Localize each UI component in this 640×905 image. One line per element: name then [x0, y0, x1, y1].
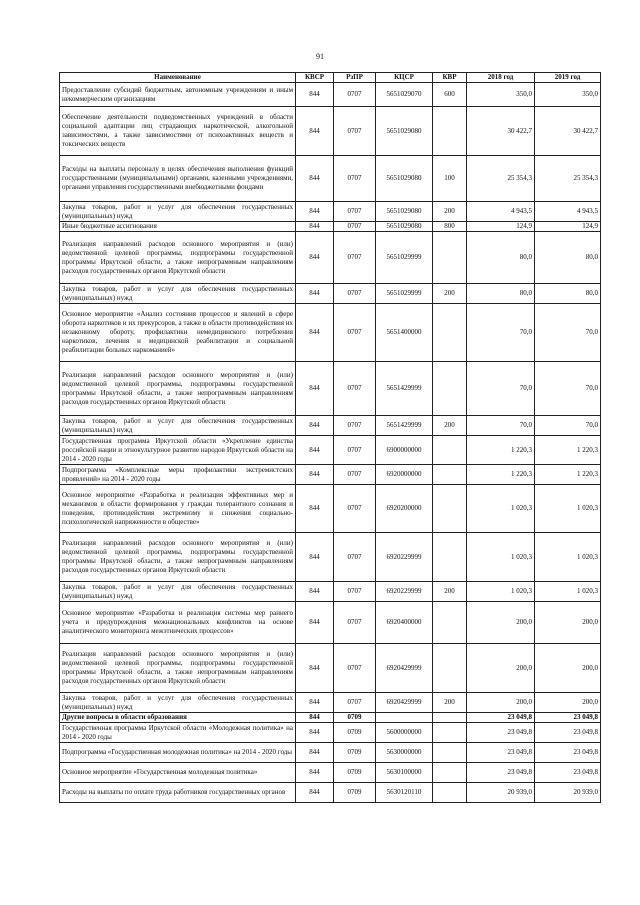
row-2018-cell: 23 049,8 — [467, 763, 535, 783]
row-name-cell: Реализация направлений расходов основного мероприятия и (или) ведомственной целевой программы, подпрограммы государственной программы Иркутской области, а также непрограммным направлениям расходов государственных органов Иркутской области — [60, 644, 296, 693]
row-2018-cell: 350,0 — [467, 83, 535, 107]
row-kvsr-cell: 844 — [296, 693, 334, 713]
row-2019-cell: 1 220,3 — [535, 436, 601, 465]
row-2018-cell: 200,0 — [467, 602, 535, 644]
row-2019-cell: 1 020,3 — [535, 582, 601, 602]
row-kcsr-cell: 5651029080 — [376, 156, 433, 202]
row-kcsr-cell: 5630000000 — [376, 743, 433, 763]
row-2018-cell: 25 354,3 — [467, 156, 535, 202]
row-2018-cell: 80,0 — [467, 232, 535, 284]
row-2019-cell: 1 220,3 — [535, 465, 601, 485]
row-name-cell: Закупка товаров, работ и услуг для обеспечения государственных (муниципальных) нужд — [60, 284, 296, 304]
row-kcsr-cell: 5651429999 — [376, 362, 433, 416]
row-2018-cell: 23 049,8 — [467, 723, 535, 743]
row-2018-cell: 1 220,3 — [467, 465, 535, 485]
row-kvr-cell: 200 — [433, 416, 467, 436]
header-kvr: КВР — [433, 73, 467, 83]
row-kcsr-cell: 5651029080 — [376, 222, 433, 232]
row-name-cell: Расходы на выплаты по оплате труда работников государственных органов — [60, 783, 296, 803]
row-2019-cell: 70,0 — [535, 304, 601, 362]
row-kcsr-cell: 5651029080 — [376, 202, 433, 222]
row-name-cell: Государственная программа Иркутской области «Укрепление единства российской нации и этнокультурное развитие народов Иркутской области на 2014 - 2020 годы — [60, 436, 296, 465]
row-2018-cell: 200,0 — [467, 644, 535, 693]
row-name-cell: Другие вопросы в области образования — [60, 713, 296, 723]
row-rzpr-cell: 0707 — [334, 83, 376, 107]
row-rzpr-cell: 0707 — [334, 362, 376, 416]
row-2018-cell: 1 020,3 — [467, 485, 535, 533]
row-name-cell: Реализация направлений расходов основного мероприятия и (или) ведомственной целевой программы, подпрограммы государственной программы Иркутской области, а также непрограммным направлениям расходов государственных органов Иркутской области — [60, 362, 296, 416]
table-row — [60, 222, 601, 232]
row-name-cell: Предоставление субсидий бюджетным, автономным учреждениям и иным некоммерческим организациям — [60, 83, 296, 107]
row-kvsr-cell: 844 — [296, 436, 334, 465]
row-rzpr-cell: 0709 — [334, 723, 376, 743]
header-rzpr: РзПР — [334, 73, 376, 83]
row-2019-cell: 20 939,0 — [535, 783, 601, 803]
row-rzpr-cell: 0707 — [334, 465, 376, 485]
row-2018-cell: 70,0 — [467, 416, 535, 436]
row-name-cell: Реализация направлений расходов основного мероприятия и (или) ведомственной целевой программы, подпрограммы государственной программы Иркутской области, а также непрограммным направлениям расходов государственных органов Иркутской области — [60, 232, 296, 284]
table-header-row — [60, 73, 601, 83]
table-row — [60, 713, 601, 723]
row-kvsr-cell: 844 — [296, 83, 334, 107]
table-row — [60, 436, 601, 465]
row-kvsr-cell: 844 — [296, 485, 334, 533]
row-rzpr-cell: 0707 — [334, 202, 376, 222]
row-rzpr-cell: 0709 — [334, 743, 376, 763]
row-kvr-cell — [433, 723, 467, 743]
row-kvsr-cell: 844 — [296, 232, 334, 284]
row-rzpr-cell: 0709 — [334, 783, 376, 803]
row-2019-cell: 23 049,8 — [535, 723, 601, 743]
table-row — [60, 763, 601, 783]
row-rzpr-cell: 0707 — [334, 436, 376, 465]
table-row — [60, 284, 601, 304]
row-kvr-cell: 600 — [433, 83, 467, 107]
row-kcsr-cell: 6920229999 — [376, 533, 433, 582]
row-kvr-cell — [433, 485, 467, 533]
row-2018-cell: 1 020,3 — [467, 582, 535, 602]
row-kvr-cell: 200 — [433, 284, 467, 304]
row-kvsr-cell: 844 — [296, 763, 334, 783]
row-2018-cell: 23 049,8 — [467, 713, 535, 723]
row-2019-cell: 25 354,3 — [535, 156, 601, 202]
row-kvr-cell: 100 — [433, 156, 467, 202]
row-kcsr-cell: 6900000000 — [376, 436, 433, 465]
row-kvsr-cell: 844 — [296, 743, 334, 763]
row-2018-cell: 124,9 — [467, 222, 535, 232]
row-kvr-cell: 200 — [433, 693, 467, 713]
header-kcsr: КЦСР — [376, 73, 433, 83]
row-kvsr-cell: 844 — [296, 783, 334, 803]
row-2018-cell: 70,0 — [467, 304, 535, 362]
row-kvsr-cell: 844 — [296, 156, 334, 202]
row-kcsr-cell: 6920200000 — [376, 485, 433, 533]
row-kvr-cell — [433, 107, 467, 156]
row-kcsr-cell: 6920429999 — [376, 693, 433, 713]
row-name-cell: Основное мероприятие «Анализ состояния процессов и явлений в сфере оборота наркотиков и их прекурсоров, а также в области противодействия их незаконному обороту, профилактики немедицинского потребления наркотиков, лечения и медицинской реабилитации и социальной реабилитации больных наркоманией» — [60, 304, 296, 362]
row-rzpr-cell: 0707 — [334, 693, 376, 713]
row-kcsr-cell: 6920229999 — [376, 582, 433, 602]
row-2019-cell: 23 049,8 — [535, 743, 601, 763]
row-name-cell: Закупка товаров, работ и услуг для обеспечения государственных (муниципальных) нужд — [60, 416, 296, 436]
table-row — [60, 783, 601, 803]
row-kvr-cell — [433, 362, 467, 416]
row-kcsr-cell: 5600000000 — [376, 723, 433, 743]
table-row — [60, 743, 601, 763]
row-rzpr-cell: 0709 — [334, 713, 376, 723]
row-kvsr-cell: 844 — [296, 222, 334, 232]
row-name-cell: Обеспечение деятельности подведомственных учреждений в области социальной адаптации лиц страдающих наркотической, алкогольной зависимостями, а также зависимостями от психоактивных веществ и токсических веществ — [60, 107, 296, 156]
header-2018: 2018 год — [467, 73, 535, 83]
row-kvr-cell — [433, 533, 467, 582]
row-2019-cell: 1 020,3 — [535, 533, 601, 582]
row-rzpr-cell: 0707 — [334, 284, 376, 304]
page-number: 91 — [316, 52, 324, 61]
row-kvr-cell — [433, 465, 467, 485]
header-name: Наименование — [60, 73, 296, 83]
row-kvsr-cell: 844 — [296, 723, 334, 743]
row-rzpr-cell: 0707 — [334, 582, 376, 602]
row-kvsr-cell: 844 — [296, 582, 334, 602]
row-2018-cell: 200,0 — [467, 693, 535, 713]
row-2018-cell: 80,0 — [467, 284, 535, 304]
row-kvr-cell: 800 — [433, 222, 467, 232]
row-name-cell: Иные бюджетные ассигнования — [60, 222, 296, 232]
row-kvr-cell — [433, 232, 467, 284]
row-kcsr-cell: 5651029999 — [376, 232, 433, 284]
table-row — [60, 533, 601, 582]
header-kvsr: КВСР — [296, 73, 334, 83]
row-2018-cell: 20 939,0 — [467, 783, 535, 803]
row-2019-cell: 200,0 — [535, 602, 601, 644]
row-kvsr-cell: 844 — [296, 602, 334, 644]
row-rzpr-cell: 0707 — [334, 644, 376, 693]
row-2018-cell: 1 020,3 — [467, 533, 535, 582]
row-kvr-cell — [433, 783, 467, 803]
row-kcsr-cell: 5651429999 — [376, 416, 433, 436]
row-2018-cell: 70,0 — [467, 362, 535, 416]
row-kvsr-cell: 844 — [296, 465, 334, 485]
row-2018-cell: 1 220,3 — [467, 436, 535, 465]
row-kvsr-cell: 844 — [296, 107, 334, 156]
row-rzpr-cell: 0707 — [334, 602, 376, 644]
row-2019-cell: 23 049,8 — [535, 763, 601, 783]
row-kvr-cell: 200 — [433, 202, 467, 222]
row-name-cell: Основное мероприятие «Разработка и реализация эффективных мер и механизмов в области формирования у граждан толерантного сознания и поведения, противодействия экстремизму и снижения социально-психологической напряженности в обществе» — [60, 485, 296, 533]
row-name-cell: Основное мероприятие «Разработка и реализация системы мер раннего учета и предупреждения межнациональных конфликтов на основе аналитического мониторинга межэтнических процессов» — [60, 602, 296, 644]
row-name-cell: Закупка товаров, работ и услуг для обеспечения государственных (муниципальных) нужд — [60, 582, 296, 602]
table-row — [60, 693, 601, 713]
table-row — [60, 83, 601, 107]
row-rzpr-cell: 0707 — [334, 485, 376, 533]
row-2019-cell: 80,0 — [535, 232, 601, 284]
table-row — [60, 465, 601, 485]
row-kcsr-cell: 6920400000 — [376, 602, 433, 644]
row-kvr-cell — [433, 602, 467, 644]
table-row — [60, 202, 601, 222]
row-kvr-cell — [433, 713, 467, 723]
row-rzpr-cell: 0707 — [334, 107, 376, 156]
row-kcsr-cell: 5630120110 — [376, 783, 433, 803]
row-2019-cell: 1 020,3 — [535, 485, 601, 533]
row-kvsr-cell: 844 — [296, 713, 334, 723]
table-row — [60, 582, 601, 602]
row-rzpr-cell: 0707 — [334, 304, 376, 362]
row-kvsr-cell: 844 — [296, 416, 334, 436]
row-2019-cell: 70,0 — [535, 362, 601, 416]
row-rzpr-cell: 0707 — [334, 222, 376, 232]
row-kvsr-cell: 844 — [296, 362, 334, 416]
table-row — [60, 644, 601, 693]
row-2018-cell: 23 049,8 — [467, 743, 535, 763]
row-kcsr-cell: 6920000000 — [376, 465, 433, 485]
budget-table — [59, 72, 601, 803]
row-kvsr-cell: 844 — [296, 304, 334, 362]
row-kcsr-cell: 5651029070 — [376, 83, 433, 107]
row-kcsr-cell: 6920429999 — [376, 644, 433, 693]
table-row — [60, 107, 601, 156]
row-2019-cell: 350,0 — [535, 83, 601, 107]
row-kvr-cell — [433, 436, 467, 465]
row-2019-cell: 23 049,8 — [535, 713, 601, 723]
row-kcsr-cell: 5651029999 — [376, 284, 433, 304]
row-rzpr-cell: 0707 — [334, 232, 376, 284]
row-2019-cell: 70,0 — [535, 416, 601, 436]
table-row — [60, 304, 601, 362]
table-row — [60, 485, 601, 533]
row-kvr-cell — [433, 763, 467, 783]
row-2019-cell: 4 943,5 — [535, 202, 601, 222]
row-rzpr-cell: 0707 — [334, 533, 376, 582]
row-kvsr-cell: 844 — [296, 644, 334, 693]
row-rzpr-cell: 0707 — [334, 416, 376, 436]
table-row — [60, 416, 601, 436]
row-kvsr-cell: 844 — [296, 284, 334, 304]
row-kcsr-cell: 5630100000 — [376, 763, 433, 783]
table-row — [60, 602, 601, 644]
row-name-cell: Подпрограмма «Государственная молодежная политика» на 2014 - 2020 годы — [60, 743, 296, 763]
row-name-cell: Закупка товаров, работ и услуг для обеспечения государственных (муниципальных) нужд — [60, 202, 296, 222]
row-2018-cell: 30 422,7 — [467, 107, 535, 156]
row-kvr-cell: 200 — [433, 582, 467, 602]
row-kcsr-cell — [376, 713, 433, 723]
row-kvsr-cell: 844 — [296, 533, 334, 582]
row-kvr-cell — [433, 644, 467, 693]
row-kvr-cell — [433, 304, 467, 362]
row-name-cell: Расходы на выплаты персоналу в целях обеспечения выполнения функций государственными (муниципальными) органами, казенными учреждениями, органами управления государственными внебюджетными фондами — [60, 156, 296, 202]
row-2019-cell: 30 422,7 — [535, 107, 601, 156]
row-kcsr-cell: 5651400000 — [376, 304, 433, 362]
row-2019-cell: 200,0 — [535, 644, 601, 693]
row-rzpr-cell: 0707 — [334, 156, 376, 202]
row-name-cell: Основное мероприятие «Государственная молодежная политика» — [60, 763, 296, 783]
row-kcsr-cell: 5651029080 — [376, 107, 433, 156]
header-2019: 2019 год — [535, 73, 601, 83]
table-row — [60, 156, 601, 202]
table-row — [60, 362, 601, 416]
row-2018-cell: 4 943,5 — [467, 202, 535, 222]
row-name-cell: Подпрограмма «Комплексные меры профилактики экстремистских проявлений» на 2014 - 2020 годы — [60, 465, 296, 485]
row-name-cell: Реализация направлений расходов основного мероприятия и (или) ведомственной целевой программы, подпрограммы государственной программы Иркутской области, а также непрограммным направлениям расходов государственных органов Иркутской области — [60, 533, 296, 582]
row-rzpr-cell: 0709 — [334, 763, 376, 783]
table-row — [60, 723, 601, 743]
row-name-cell: Государственная программа Иркутской области «Молодежная политика» на 2014 - 2020 годы — [60, 723, 296, 743]
row-kvr-cell — [433, 743, 467, 763]
row-2019-cell: 124,9 — [535, 222, 601, 232]
row-name-cell: Закупка товаров, работ и услуг для обеспечения государственных (муниципальных) нужд — [60, 693, 296, 713]
table-row — [60, 232, 601, 284]
row-2019-cell: 200,0 — [535, 693, 601, 713]
row-kvsr-cell: 844 — [296, 202, 334, 222]
row-2019-cell: 80,0 — [535, 284, 601, 304]
